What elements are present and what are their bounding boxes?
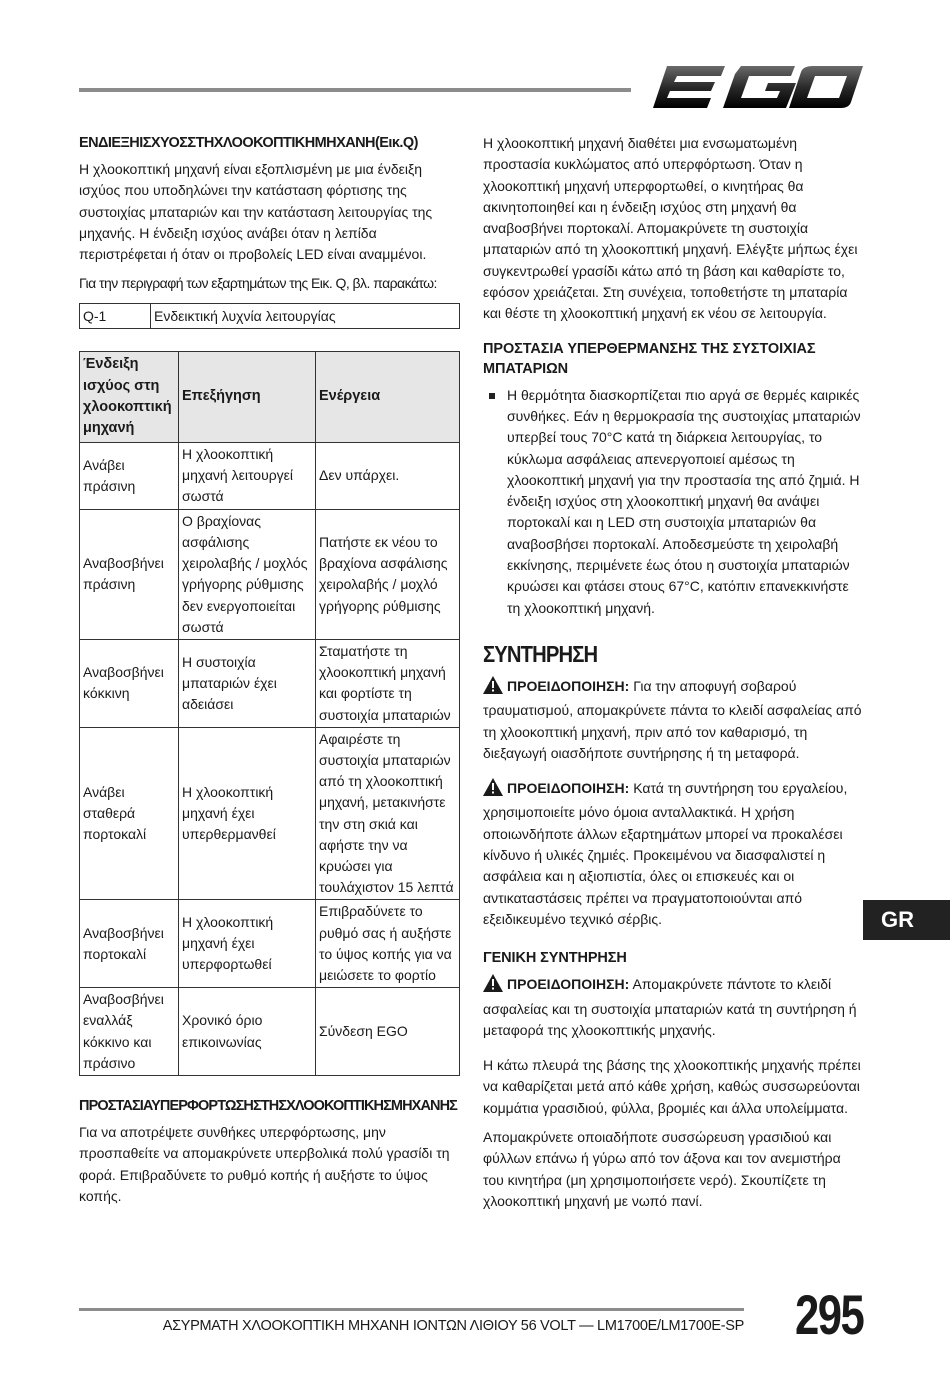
power-indicator-table — [79, 351, 460, 1076]
paragraph: Για την περιγραφή των εξαρτημάτων της Εικ. Q, βλ. παρακάτω: — [79, 275, 437, 292]
legend-code: Q-1 — [80, 303, 151, 328]
table-cell: Αναβοσβήνει πράσινη — [80, 509, 179, 639]
logo-text: EGO — [653, 62, 656, 63]
ego-logo — [653, 62, 863, 117]
heading-overload-protection: ΠΡΟΣΤΑΣΙΑΥΠΕΡΦΟΡΤΩΣΗΣΤΗΣΧΛΟΟΚΟΠΤΙΚΗΣΜΗΧΑΝΗΣ — [79, 1098, 457, 1115]
list-item — [483, 385, 863, 619]
paragraph: Η χλοοκοπτική μηχανή διαθέτει μια ενσωματωμένη προστασία κυκλώματος από υπερφόρτωση. Όταν η χλοοκοπτική μηχανή υπερφορτωθεί, ο κινητήρας θα ακινητοποιηθεί και η ένδειξη ισχύος στη μηχανή θα αναβοσβήνει πορτοκαλί. Απομακρύνετε τη συστοιχία μπαταριών από τη χλοοκοπτική μηχανή. Ελέγξτε μήπως έχει συγκεντρωθεί γρασίδι κάτω από τη βάση και καθαρίστε το, εφόσον χρειάζεται. Στη συνέχεια, τοποθετήστε τη μπαταρία και θέστε τη χλοοκοπτική μηχανή εκ νέου σε λειτουργία. — [483, 135, 858, 322]
table-cell: Δεν υπάρχει. — [316, 442, 460, 509]
table-header: Ενέργεια — [316, 351, 460, 442]
table-row — [80, 727, 460, 900]
table-cell: Η χλοοκοπτική μηχανή έχει υπερφορτωθεί — [179, 900, 316, 988]
warning-label: ΠΡΟΕΙΔΟΠΟΙΗΣΗ: — [507, 976, 630, 993]
page-number: 295 — [795, 1283, 864, 1346]
warning-block — [483, 778, 863, 930]
figure-q-legend — [79, 303, 460, 329]
table-row — [80, 442, 460, 509]
bullet-text: Η θερμότητα διασκορπίζεται πιο αργά σε θερμές καιρικές συνθήκες. Εάν η θερμοκρασία της συστοιχίας μπαταριών υπερβεί τους 70°C κατά τη διάρκεια λειτουργίας, το κύκλωμα ασφάλειας απενεργοποιεί αμέσως τη χλοοκοπτική μηχανή για την προστασία της από ζημιά. Η ένδειξη ισχύος στη χλοοκοπτική μηχανή θα ανάψει πορτοκαλί και η LED στη συστοιχία μπαταριών θα αναβοσβήσει πορτοκαλί. Αποδεσμεύστε τη χειρολαβή εκκίνησης, περιμένετε έως ότου η συστοιχία μπαταριών κρυώσει και φτάσει στους 67°C, κατόπιν επανεκκινήστε τη χλοοκοπτική μηχανή. — [507, 386, 861, 616]
table-cell: Πατήστε εκ νέου το βραχίονα ασφάλισης χειρολαβής / μοχλό γρήγορης ρύθμισης — [316, 509, 460, 639]
heading-general-maintenance: ΓΕΝΙΚΗ ΣΥΝΤΗΡΗΣΗ — [483, 950, 627, 967]
table-cell: Αναβοσβήνει κόκκινη — [80, 640, 179, 728]
warning-label: ΠΡΟΕΙΔΟΠΟΙΗΣΗ: — [507, 677, 630, 694]
warning-block — [483, 974, 863, 1041]
table-cell: Ανάβει πράσινη — [80, 442, 179, 509]
table-row — [80, 509, 460, 639]
table-row — [80, 988, 460, 1076]
table-cell: Ανάβει σταθερά πορτοκαλί — [80, 727, 179, 900]
warning-triangle-icon — [483, 778, 503, 802]
paragraph: Για να αποτρέψετε συνθήκες υπερφόρτωσης, μην προσπαθείτε να απομακρύνετε υπερβολικά πολύ γρασίδι τη φορά. Επιβραδύνετε το ρυθμό κοπής ή αυξήστε το ύψος κοπής. — [79, 1124, 450, 1204]
table-cell: Η συστοιχία μπαταριών έχει αδειάσει — [179, 640, 316, 728]
table-cell: Η χλοοκοπτική μηχανή λειτουργεί σωστά — [179, 442, 316, 509]
table-cell: Επιβραδύνετε το ρυθμό σας ή αυξήστε το ύψος κοπής για να μειώσετε το φορτίο — [316, 900, 460, 988]
section-title-maintenance: ΣΥΝΤΗΡΗΣΗ — [483, 640, 598, 667]
footer-title: ΑΣΥΡΜΑΤΗ ΧΛΟΟΚΟΠΤΙΚΗ ΜΗΧΑΝΗ ΙΟΝΤΩΝ ΛΙΘΙΟΥ 56 VOLT — LM1700E/LM1700E-SP — [162, 1318, 744, 1334]
table-cell: Σύνδεση EGO — [316, 988, 460, 1076]
warning-text: Κατά τη συντήρηση του εργαλείου, χρησιμοποιείτε μόνο όμοια ανταλλακτικά. Η χρήση οποιωνδήποτε άλλων εξαρτημάτων μπορεί να προκαλέσει κίνδυνο ή υλικές ζημιές. Προκειμένου να διασφαλιστεί η ασφάλεια και η αξιοπιστία, όλες οι επισκευές και οι αντικαταστάσεις πρέπει να πραγματοποιούνται από εξειδικευμένο τεχνικό σέρβις. — [483, 780, 848, 927]
warning-triangle-icon — [483, 676, 503, 700]
paragraph: Απομακρύνετε οποιαδήποτε συσσώρευση γρασιδιού και φύλλων επάνω ή γύρω από τον άξονα και τον ανεμιστήρα του κινητήρα (μη χρησιμοποιήσετε νερό). Σκουπίζετε τη χλοοκοπτική μηχανή με νωπό πανί. — [483, 1128, 841, 1209]
table-row — [80, 640, 460, 728]
language-tab: GR — [863, 900, 950, 940]
header-rule — [79, 88, 631, 92]
warning-block — [483, 676, 863, 764]
warning-text: Απομακρύνετε πάντοτε το κλειδί ασφαλείας και τη συστοιχία μπαταριών κατά τη συντήρηση ή μεταφορά της χλοοκοπτικής μηχανής. — [483, 976, 857, 1038]
left-column — [79, 133, 460, 1215]
right-column — [483, 133, 863, 1220]
table-cell: Αναβοσβήνει εναλλάξ κόκκινο και πράσινο — [80, 988, 179, 1076]
table-cell: Σταματήστε τη χλοοκοπτική μηχανή και φορτίστε τη συστοιχία μπαταριών — [316, 640, 460, 728]
paragraph: Η κάτω πλευρά της βάσης της χλοοκοπτικής μηχανής πρέπει να καθαρίζεται μετά από κάθε χρήση, καθώς συσσωρεύονται κομμάτια γρασιδιού, φύλλα, βρομιές και άλλα υπολείμματα. — [483, 1057, 861, 1116]
warning-text: Για την αποφυγή σοβαρού τραυματισμού, απομακρύνετε πάντα το κλειδί ασφαλείας από τη χλοοκοπτική μηχανή, πριν από τον καθαρισμό, τη διεξαγωγή οιασδήποτε συντήρησης ή τη μεταφορά. — [483, 677, 862, 761]
bullet-icon — [489, 393, 495, 399]
heading-power-indicator: ΕΝΔΙΕΞΗΙΣΧΥΟΣΣΤΗΧΛΟΟΚΟΠΤΙΚΗΜΗΧΑΝΗ(Εικ.Q) — [79, 135, 418, 151]
table-cell: Αναβοσβήνει πορτοκαλί — [80, 900, 179, 988]
heading-battery-overheat: ΠΡΟΣΤΑΣΙΑ ΥΠΕΡΘΕΡΜΑΝΣΗΣ ΤΗΣ ΣΥΣΤΟΙΧΙΑΣ ΜΠΑΤΑΡΙΩΝ — [483, 340, 816, 377]
table-header: Ένδειξη ισχύος στη χλοοκοπτική μηχανή — [80, 351, 179, 442]
legend-description: Ενδεικτική λυχνία λειτουργίας — [151, 303, 460, 328]
table-row — [80, 900, 460, 988]
table-cell: Ο βραχίονας ασφάλισης χειρολαβής / μοχλός γρήγορης ρύθμισης δεν ενεργοποιείται σωστά — [179, 509, 316, 639]
table-cell: Η χλοοκοπτική μηχανή έχει υπερθερμανθεί — [179, 727, 316, 900]
warning-triangle-icon — [483, 974, 503, 998]
table-cell: Χρονικό όριο επικοινωνίας — [179, 988, 316, 1076]
table-header: Επεξήγηση — [179, 351, 316, 442]
paragraph: Η χλοοκοπτική μηχανή είναι εξοπλισμένη με μια ένδειξη ισχύος που υποδηλώνει την κατάσταση φόρτισης της συστοιχίας μπαταριών και την κατάσταση λειτουργίας της μηχανής. Η ένδειξη ισχύος ανάβει όταν η λεπίδα περιστρέφεται ή όταν οι προβολείς LED είναι αναμμένοι. — [79, 161, 433, 263]
table-cell: Αφαιρέστε τη συστοιχία μπαταριών από τη χλοοκοπτική μηχανή, μετακινήστε την στη σκιά και αφήστε την να κρυώσει για τουλάχιστον 15 λεπτά — [316, 727, 460, 900]
footer-rule — [79, 1308, 744, 1311]
warning-label: ΠΡΟΕΙΔΟΠΟΙΗΣΗ: — [507, 780, 630, 797]
